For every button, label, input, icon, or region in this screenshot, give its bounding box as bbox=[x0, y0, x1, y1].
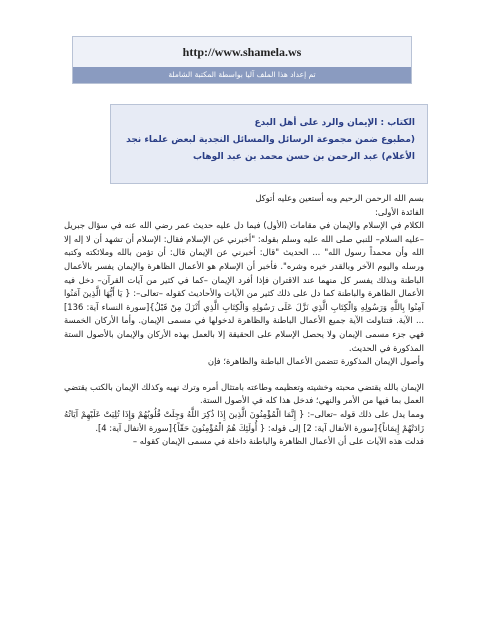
paragraph: وأصول الإيمان المذكورة تتضمن الأعمال الباطنة والظاهرة؛ فإن bbox=[207, 356, 424, 367]
source-header bbox=[72, 36, 412, 84]
book-subtitle: (مطبوع ضمن مجموعة الرسائل والمسائل النجدية لبعض علماء نجد bbox=[126, 135, 415, 145]
section-heading: الفائدة الأولى: bbox=[375, 206, 424, 217]
paragraph: الإيمان بالله يقتضي محبته وخشيته وتعظيمه وطاعته بامتثال أمره وترك نهيه وكذلك الإيمان بالكتب يقتضي العمل بما فيها من الأمر والنهي؛ فدخل هذا كله في الأصول الستة. bbox=[64, 381, 424, 406]
paragraph: فدلت هذه الآيات على أن الأعمال الظاهرة والباطنة داخلة في مسمى الإيمان كقوله – bbox=[132, 436, 424, 447]
generated-note: تم إعداد هذا الملف آليا بواسطة المكتبة الشاملة bbox=[73, 67, 411, 83]
book-title: الكتاب : الإيمان والرد على أهل البدع bbox=[254, 118, 415, 128]
document-body bbox=[64, 192, 424, 449]
book-author: الأعلام) عبد الرحمن بن حسن محمد بن عبد الوهاب bbox=[192, 152, 415, 162]
paragraph: ومما يدل على ذلك قوله –تعالى–: { إِنَّمَا الْمُؤْمِنُونَ الَّذِينَ إِذَا ذُكِرَ اللَّهُ وَجِلَتْ قُلُوبُهُمْ وَإِذَا تُلِيَتْ عَلَيْهِمْ آيَاتُهُ زَادَتْهُمْ إِيمَاناً}[سورة الأنفال آية: 2] إلى قوله: { أُولَئِكَ هُمُ الْمُؤْمِنُونَ حَقّاً}[سورة الأنفال آية: 4]. bbox=[64, 408, 424, 433]
source-url[interactable]: http://www.shamela.ws bbox=[182, 45, 302, 59]
book-info-box bbox=[110, 104, 428, 184]
paragraph: الكلام في الإسلام والإيمان في مقامات (الأول) فيما دل عليه حديث عمر رضي الله عنه في سؤال جبريل –عليه السلام– للنبي صلى الله عليه وسلم بقوله: "أخبرني عن الإسلام فقال: الإسلام أن تشهد أن لا إله إلا الله وأن محمداً رسول الله" ... الحديث "قال: أخبرني عن الإيمان قال: أن تؤمن بالله وملائكته وكتبه ورسله واليوم الآخر وبالقدر خيره وشره". فأخبر أن الإسلام هو الأعمال الظاهرة والإيمان يفسر بالأعمال الباطنة وبذلك يفسر كل منهما عند الاقتران فإذا أفرد الإيمان –كما في كثير من آيات القرآن– دخل فيه الأعمال الظاهرة والباطنة كما دل على ذلك كثير من الآيات والأحاديث كقوله –تعالى–: { يَا أَيُّهَا الَّذِينَ آمَنُوا آمِنُوا بِاللَّهِ وَرَسُولِهِ وَالْكِتَابِ الَّذِي نَزَّلَ عَلَى رَسُولِهِ وَالْكِتَابِ الَّذِي أَنْزَلَ مِنْ قَبْلُ}[سورة النساء آية: 136] ... الآية. فتناولت الآية جميع الأعمال الباطنة والظاهرة لدخولها في مسمى الإيمان. وأما الأركان الخمسة فهي جزء مسمى الإيمان ولا يحصل الإسلام على الحقيقة إلا بالعمل بهذه الأركان والإيمان بالأصول الستة المذكورة في الحديث. bbox=[64, 220, 424, 353]
page-gap bbox=[64, 369, 424, 381]
basmala: بسم الله الرحمن الرحيم وبه أستعين وعليه أتوكل bbox=[255, 193, 424, 203]
